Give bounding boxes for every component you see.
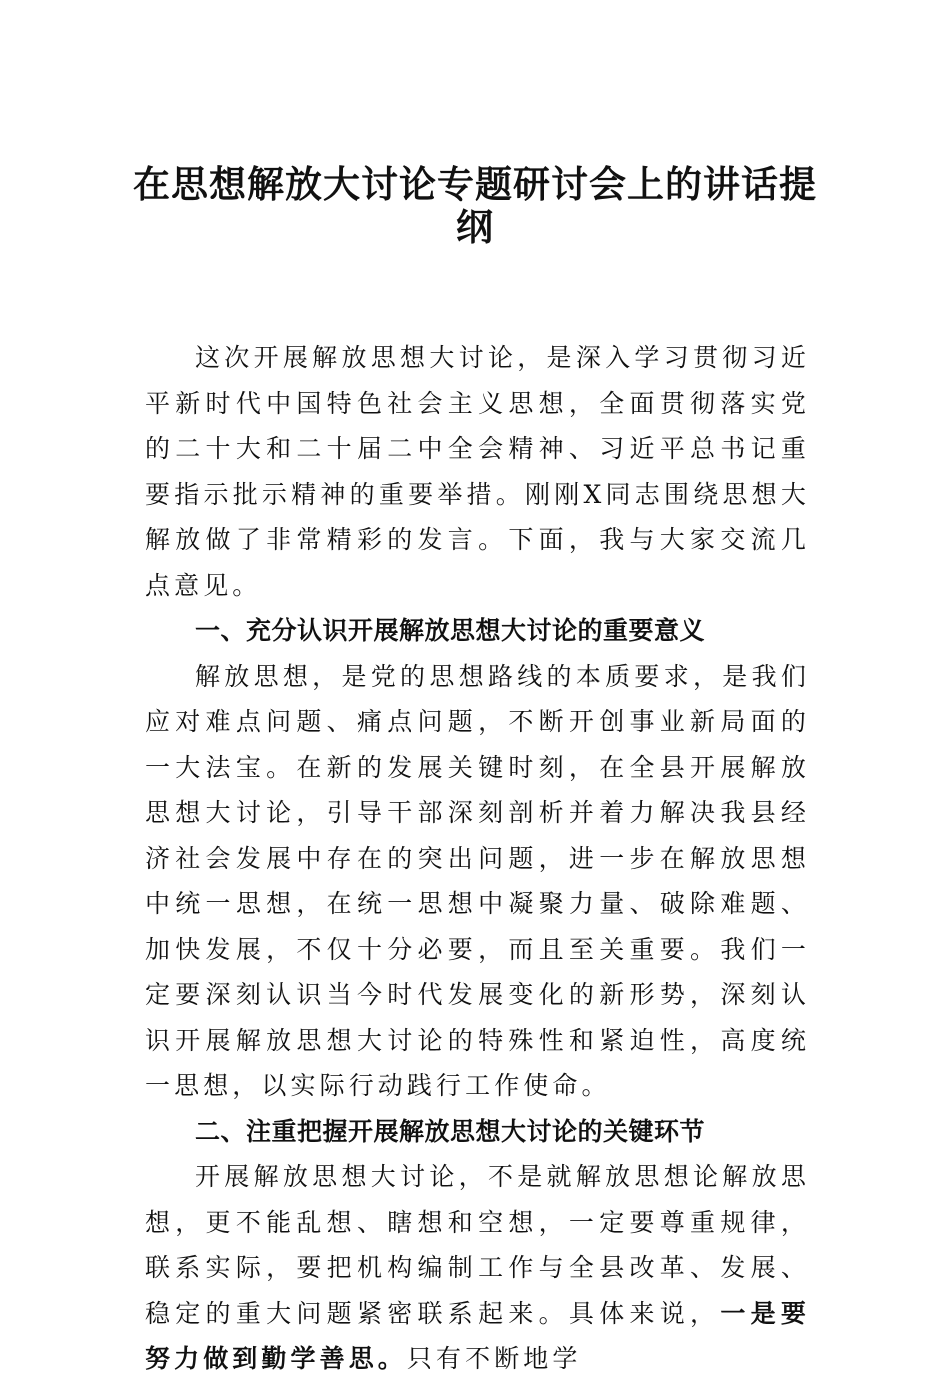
- document-body: [145, 335, 810, 1382]
- document-title-line-1: 在思想解放大讨论专题研讨会上的讲话提: [133, 162, 817, 206]
- section-1-heading: 一、充分认识开展解放思想大讨论的重要意义: [195, 616, 706, 645]
- section-2-heading: 二、注重把握开展解放思想大讨论的关键环节: [195, 1116, 706, 1146]
- section-1-paragraph: 解放思想，是党的思想路线的本质要求，是我们应对难点问题、痛点问题，不断开创事业新局面的一大法宝。在新的发展关键时刻，在全县开展解放思想大讨论，引导干部深刻剖析并着力解决我县经济社会发展中存在的突出问题，进一步在解放思想中统一思想，在统一思想中凝聚力量、破除难题、加快发展，不仅十分必要，而且至关重要。我们一定要深刻认识当今时代发展变化的新形势，深刻认识开展解放思想大讨论的特殊性和紧迫性，高度统一思想，以实际行动践行工作使命。: [145, 661, 810, 1100]
- section-2-paragraph: [145, 1154, 810, 1382]
- section-2-text-end: 只有不断地学: [406, 1344, 582, 1373]
- document-title-line-2: 纲: [456, 205, 494, 249]
- intro-paragraph: 这次开展解放思想大讨论，是深入学习贯彻习近平新时代中国特色社会主义思想，全面贯彻落实党的二十大和二十届二中全会精神、习近平总书记重要指示批示精神的重要举措。刚刚X同志围绕思想大解放做了非常精彩的发言。下面，我与大家交流几点意见。: [145, 343, 810, 600]
- section-2-text-start: 开展解放思想大讨论，不是就解放思想论解放思想，更不能乱想、瞎想和空想，一定要尊重规律，联系实际，要把机构编制工作与全县改革、发展、稳定的重大问题紧密联系起来。具体来说，: [145, 1162, 810, 1328]
- section-2-emphasis: 一是要努力做到勤学善思。: [145, 1298, 810, 1373]
